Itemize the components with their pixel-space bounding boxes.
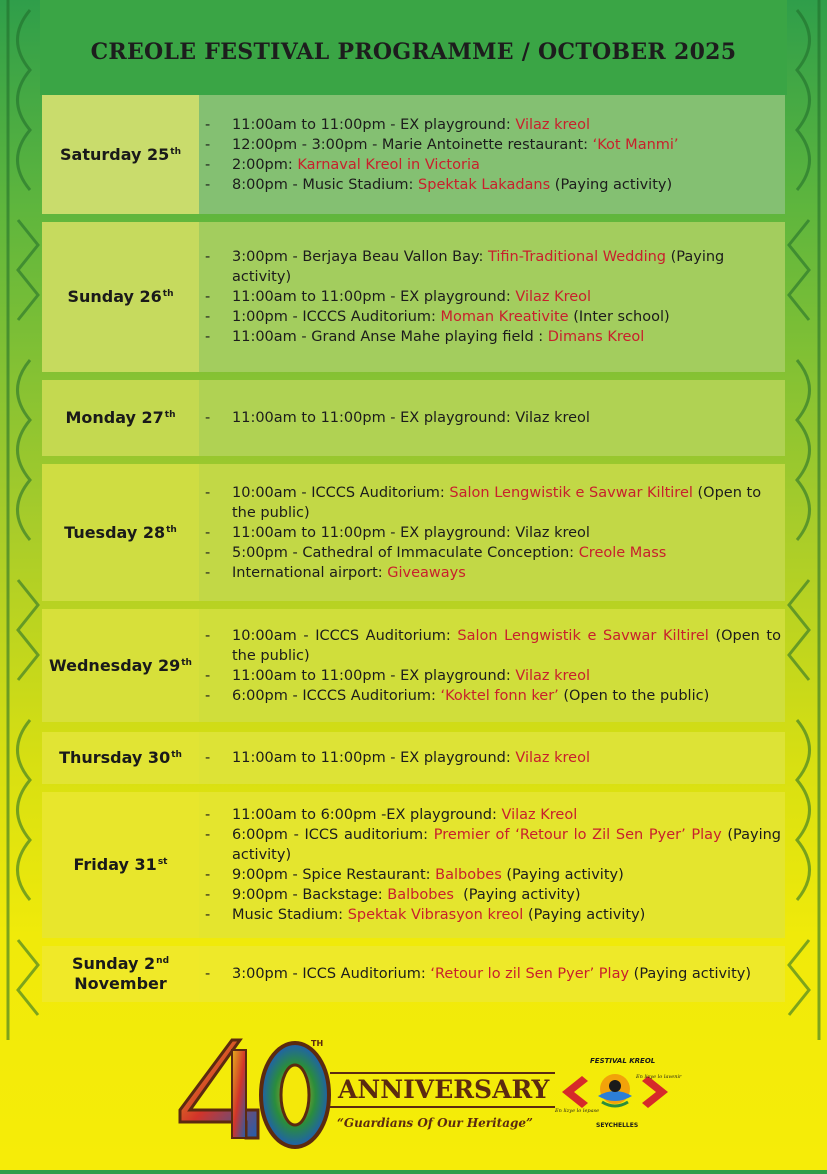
event-list bbox=[199, 609, 785, 722]
day-name: Sunday 26 bbox=[67, 287, 162, 306]
event-text bbox=[232, 543, 781, 563]
schedule-row bbox=[42, 222, 785, 372]
event-item bbox=[205, 905, 781, 925]
day-label bbox=[42, 464, 199, 601]
event-highlight: Vilaz kreol bbox=[515, 116, 590, 133]
anniversary-logo bbox=[0, 1010, 827, 1170]
event-note: (Open to the public) bbox=[558, 687, 710, 704]
event-text bbox=[232, 327, 781, 347]
event-highlight: Balbobes bbox=[387, 887, 454, 903]
event-highlight: Vilaz kreol bbox=[515, 667, 590, 684]
event-item bbox=[205, 543, 781, 563]
event-text bbox=[232, 748, 781, 768]
day-suffix: th bbox=[181, 657, 192, 668]
event-item bbox=[205, 686, 781, 706]
bullet-dash: - bbox=[205, 564, 211, 581]
event-detail: 10:00am - ICCCS Auditorium: bbox=[232, 627, 458, 644]
day-label bbox=[42, 222, 199, 372]
event-item bbox=[205, 155, 781, 175]
event-highlight: Spektak Lakadans bbox=[418, 176, 551, 193]
logo-left-text: En lizye lo lepase bbox=[555, 1108, 600, 1114]
event-detail: 11:00am to 11:00pm - EX playground: Vilaz kreol bbox=[232, 524, 590, 541]
event-highlight: Creole Mass bbox=[578, 544, 667, 561]
bullet-dash: - bbox=[205, 289, 211, 305]
event-item bbox=[205, 115, 781, 135]
event-item bbox=[205, 135, 781, 155]
header-banner bbox=[40, 0, 787, 95]
event-highlight: Moman Kreativite bbox=[440, 309, 569, 325]
event-text bbox=[232, 247, 781, 287]
event-highlight: Dimans Kreol bbox=[547, 329, 645, 345]
bullet-dash: - bbox=[205, 966, 211, 982]
event-note: (Paying activity) bbox=[501, 867, 624, 883]
page-title: CREOLE FESTIVAL PROGRAMME / OCTOBER 2025 bbox=[90, 38, 737, 65]
day-suffix: th bbox=[170, 146, 181, 157]
event-highlight: ‘Kot Manmi’ bbox=[592, 136, 679, 153]
event-detail: 6:00pm - ICCS auditorium: bbox=[232, 827, 434, 843]
event-item bbox=[205, 748, 781, 768]
bullet-dash: - bbox=[205, 410, 211, 426]
event-text bbox=[232, 825, 786, 865]
event-item bbox=[205, 408, 781, 428]
day-suffix: th bbox=[164, 410, 176, 420]
event-highlight: Vilaz Kreol bbox=[515, 289, 592, 305]
schedule-row bbox=[42, 95, 785, 214]
bullet-dash: - bbox=[205, 907, 211, 923]
event-text bbox=[232, 287, 781, 307]
bullet-dash: - bbox=[205, 136, 211, 153]
event-highlight: Vilaz kreol bbox=[515, 750, 590, 766]
event-note: (Paying activity) bbox=[629, 966, 752, 982]
event-text bbox=[232, 483, 781, 523]
event-highlight: Spektak Vibrasyon kreol bbox=[347, 907, 524, 923]
event-text bbox=[232, 408, 781, 428]
event-note: (Open to the public) bbox=[232, 484, 766, 521]
event-detail: 1:00pm - ICCCS Auditorium: bbox=[232, 309, 441, 325]
day-name: Wednesday 29 bbox=[49, 655, 181, 675]
bullet-dash: - bbox=[205, 687, 211, 704]
decorative-pattern-right bbox=[783, 0, 827, 1040]
day-suffix: th bbox=[166, 524, 177, 535]
event-item bbox=[205, 247, 781, 287]
tagline-text: “Guardians Of Our Heritage” bbox=[337, 1116, 533, 1130]
bullet-dash: - bbox=[205, 627, 211, 644]
event-detail: International airport: bbox=[232, 564, 388, 581]
event-item bbox=[205, 563, 781, 583]
logo-right-text: En lizye lo lavenir bbox=[636, 1074, 682, 1080]
event-note: (Open to the public) bbox=[232, 627, 786, 664]
event-text bbox=[232, 865, 781, 885]
day-label bbox=[42, 946, 199, 1002]
day-suffix: th bbox=[171, 750, 182, 760]
bullet-dash: - bbox=[205, 807, 211, 823]
event-detail: 6:00pm - ICCCS Auditorium: bbox=[232, 687, 441, 704]
day-suffix: st bbox=[157, 857, 168, 867]
day-month: November bbox=[74, 974, 167, 993]
event-highlight: Tifin-Traditional Wedding bbox=[487, 249, 666, 265]
day-suffix: nd bbox=[156, 956, 170, 966]
event-detail: 8:00pm - Music Stadium: bbox=[232, 176, 419, 193]
bullet-dash: - bbox=[205, 329, 211, 345]
event-text bbox=[232, 175, 781, 195]
bullet-dash: - bbox=[205, 544, 211, 561]
bullet-dash: - bbox=[205, 887, 211, 903]
bullet-dash: - bbox=[205, 667, 211, 684]
bullet-dash: - bbox=[205, 309, 211, 325]
bullet-dash: - bbox=[205, 156, 211, 173]
event-list bbox=[199, 792, 785, 938]
schedule-row bbox=[42, 380, 785, 456]
event-detail: 9:00pm - Backstage: bbox=[232, 887, 388, 903]
event-item bbox=[205, 805, 781, 825]
event-text bbox=[232, 523, 781, 543]
bullet-dash: - bbox=[205, 176, 211, 193]
event-item bbox=[205, 825, 786, 865]
day-name: Monday 27 bbox=[65, 408, 164, 427]
day-name: Tuesday 28 bbox=[64, 522, 166, 542]
day-name: Saturday 25 bbox=[60, 144, 170, 164]
schedule-row bbox=[42, 792, 785, 938]
event-text bbox=[232, 135, 781, 155]
footer-logos bbox=[0, 1010, 827, 1170]
event-detail: 11:00am to 11:00pm - EX playground: bbox=[232, 667, 516, 684]
event-note: (Paying activity) bbox=[232, 827, 786, 863]
event-item bbox=[205, 523, 781, 543]
event-item bbox=[205, 483, 781, 523]
event-highlight: Giveaways bbox=[387, 564, 466, 581]
event-text bbox=[232, 964, 781, 984]
day-name: Thursday 30 bbox=[59, 748, 171, 767]
event-highlight: ‘Retour lo zil Sen Pyer’ Play bbox=[430, 966, 630, 982]
event-item bbox=[205, 287, 781, 307]
event-note: (Paying activity) bbox=[550, 176, 673, 193]
event-text bbox=[232, 115, 781, 135]
event-note: (Inter school) bbox=[568, 309, 670, 325]
event-item bbox=[205, 964, 781, 984]
event-text bbox=[232, 626, 786, 666]
event-list bbox=[199, 946, 785, 1002]
event-highlight: Vilaz Kreol bbox=[501, 807, 578, 823]
event-item bbox=[205, 865, 781, 885]
event-detail: 2:00pm: bbox=[232, 156, 298, 173]
event-detail: 11:00am to 11:00pm - EX playground: bbox=[232, 289, 516, 305]
day-label bbox=[42, 609, 199, 722]
event-detail: 3:00pm - Berjaya Beau Vallon Bay: bbox=[232, 249, 488, 265]
event-item bbox=[205, 327, 781, 347]
event-item bbox=[205, 666, 781, 686]
event-detail: 9:00pm - Spice Restaurant: bbox=[232, 867, 436, 883]
event-list bbox=[199, 95, 785, 214]
schedule-row bbox=[42, 464, 785, 601]
event-text bbox=[232, 885, 781, 905]
bullet-dash: - bbox=[205, 116, 211, 133]
event-text bbox=[232, 307, 781, 327]
festival-kreol-logo bbox=[554, 1057, 682, 1129]
bullet-dash: - bbox=[205, 867, 211, 883]
day-label bbox=[42, 95, 199, 214]
event-detail: 11:00am to 11:00pm - EX playground: bbox=[232, 116, 516, 133]
event-item bbox=[205, 175, 781, 195]
event-list bbox=[199, 464, 785, 601]
day-label bbox=[42, 380, 199, 456]
event-detail: 12:00pm - 3:00pm - Marie Antoinette restaurant: bbox=[232, 136, 593, 153]
event-detail: 11:00am to 11:00pm - EX playground: bbox=[232, 750, 516, 766]
event-item bbox=[205, 307, 781, 327]
bullet-dash: - bbox=[205, 827, 211, 843]
event-detail: 5:00pm - Cathedral of Immaculate Conception: bbox=[232, 544, 579, 561]
bullet-dash: - bbox=[205, 524, 211, 541]
schedule-row bbox=[42, 946, 785, 1002]
event-highlight: Karnaval Kreol in Victoria bbox=[297, 156, 480, 173]
bullet-dash: - bbox=[205, 249, 211, 265]
event-note: (Paying activity) bbox=[523, 907, 646, 923]
event-highlight: Balbobes bbox=[435, 867, 502, 883]
day-name: Friday 31 bbox=[73, 855, 157, 874]
event-text bbox=[232, 805, 781, 825]
event-detail: 11:00am to 11:00pm - EX playground: Vilaz kreol bbox=[232, 410, 590, 426]
event-note: (Paying activity) bbox=[232, 249, 729, 285]
day-label bbox=[42, 792, 199, 938]
event-highlight: ‘Koktel fonn ker’ bbox=[440, 687, 559, 704]
event-highlight: Premier of ‘Retour lo Zil Sen Pyer’ Play bbox=[433, 827, 722, 843]
event-item bbox=[205, 885, 781, 905]
event-highlight: Salon Lengwistik e Savwar Kiltirel bbox=[457, 627, 709, 644]
schedule-row bbox=[42, 609, 785, 722]
schedule-row bbox=[42, 732, 785, 784]
event-text bbox=[232, 666, 781, 686]
day-suffix: th bbox=[162, 289, 174, 299]
event-list bbox=[199, 732, 785, 784]
day-label bbox=[42, 732, 199, 784]
bullet-dash: - bbox=[205, 484, 211, 501]
decorative-pattern-left bbox=[0, 0, 44, 1040]
event-detail: 10:00am - ICCCS Auditorium: bbox=[232, 484, 450, 501]
event-detail: 11:00am - Grand Anse Mahe playing field : bbox=[232, 329, 548, 345]
event-item bbox=[205, 626, 786, 666]
event-detail: 11:00am to 6:00pm -EX playground: bbox=[232, 807, 502, 823]
day-name: Sunday 2 bbox=[71, 954, 156, 973]
event-text bbox=[232, 563, 781, 583]
event-text bbox=[232, 155, 781, 175]
event-highlight: Salon Lengwistik e Savwar Kiltirel bbox=[449, 484, 693, 501]
bullet-dash: - bbox=[205, 750, 211, 766]
event-detail: Music Stadium: bbox=[232, 907, 348, 923]
event-list bbox=[199, 222, 785, 372]
event-list bbox=[199, 380, 785, 456]
event-text bbox=[232, 686, 781, 706]
event-text bbox=[232, 905, 781, 925]
event-detail: 3:00pm - ICCS Auditorium: bbox=[232, 966, 431, 982]
anniversary-text: ANNIVERSARY bbox=[338, 1075, 550, 1104]
festival-logo-text: FESTIVAL KREOL bbox=[590, 1057, 656, 1065]
event-note: (Paying activity) bbox=[453, 887, 581, 903]
th-text: TH bbox=[311, 1039, 324, 1048]
festival-country-text: SEYCHELLES bbox=[596, 1122, 639, 1129]
